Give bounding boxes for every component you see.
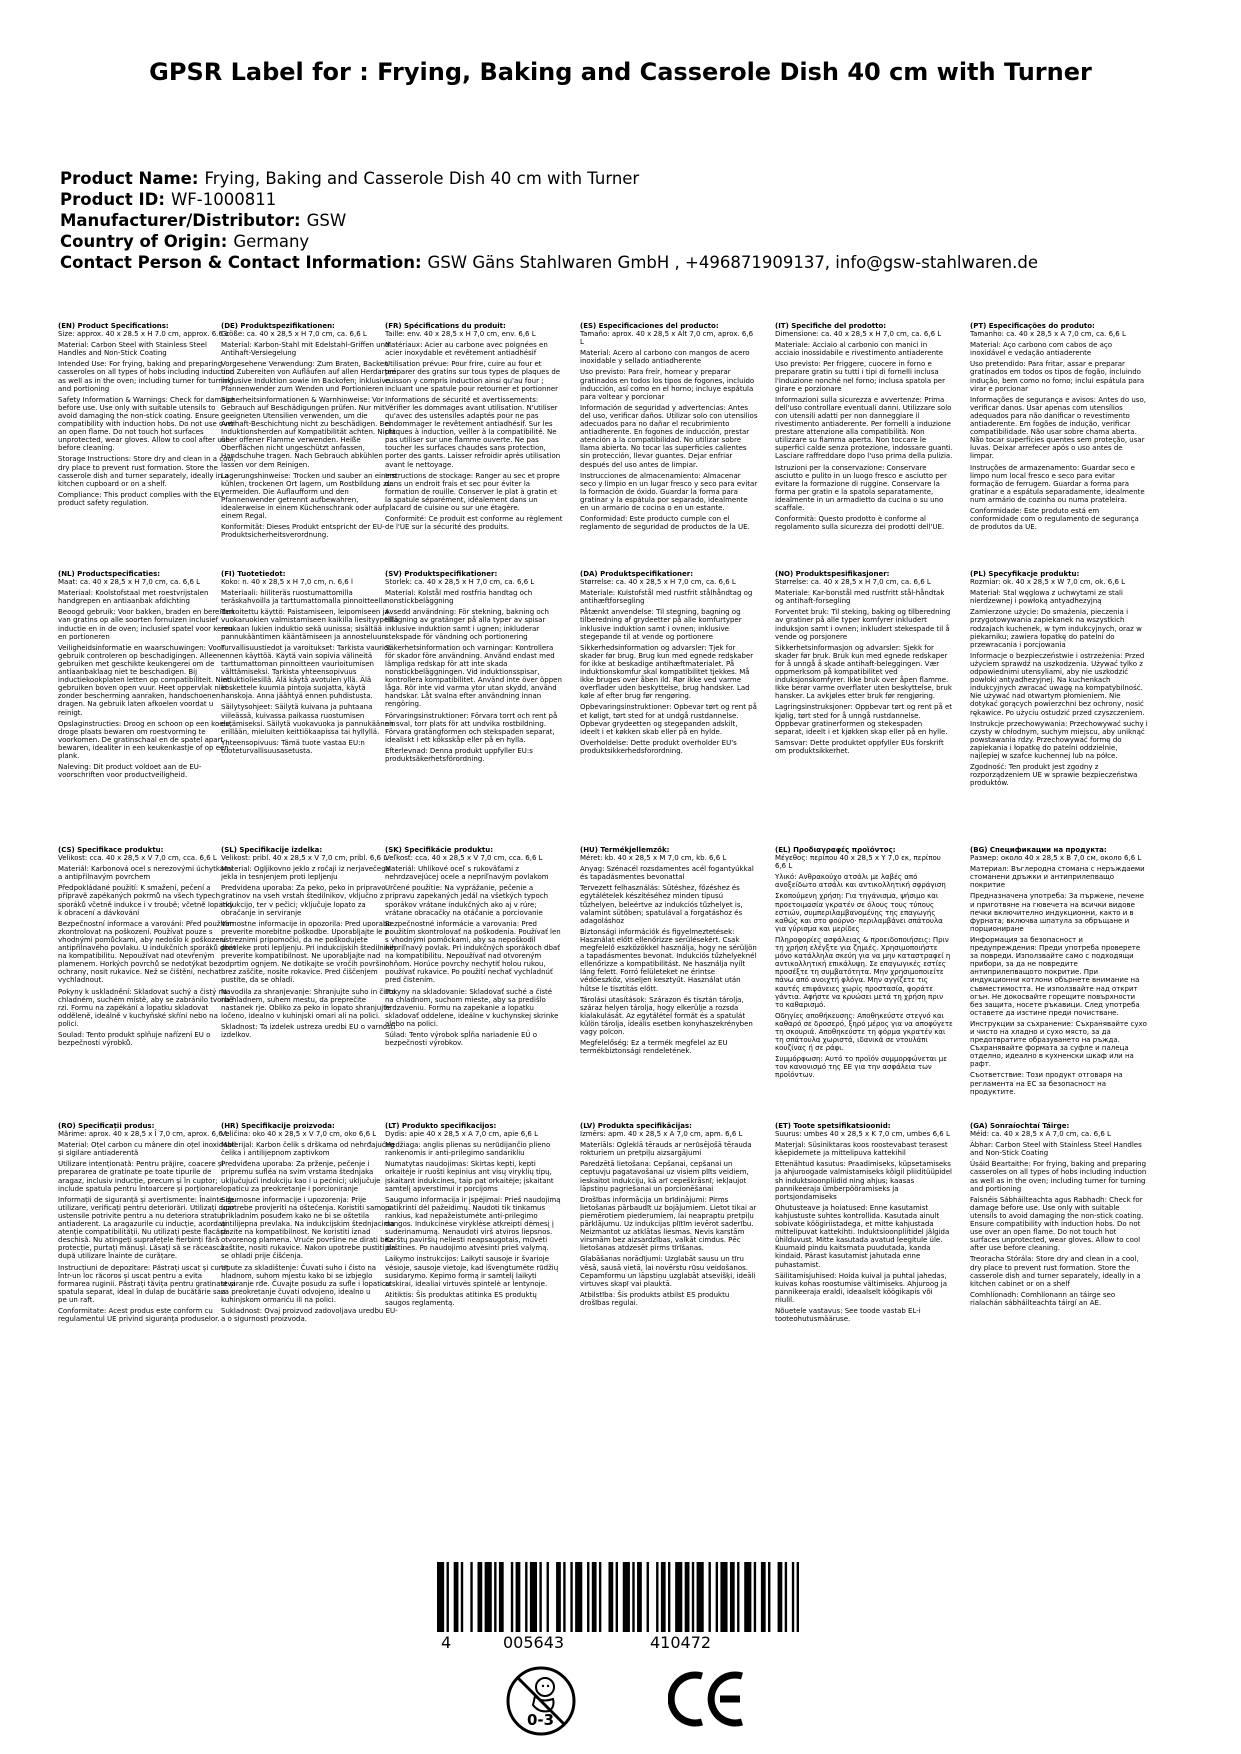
spec-block-line: Συμμόρφωση: Αυτό το προϊόν συμμορφώνεται με τον κανονισμό της ΕΕ για την ασφάλεια των προϊόντων. [775,1055,948,1080]
spec-block-line: Storlek: ca. 40 x 28,5 x H 7,0 cm, ca. 6,6 L [385,578,535,587]
barcode-digits-right: 410472 [650,1633,712,1652]
spec-block-line: Υλικό: Ανθρακούχο ατσάλι με λαβές από ανοξείδωτο ατσάλι και αντικολλητική σφράγιση [775,873,946,890]
spec-block-line: Pokyny na skladovanie: Skladovať suché a čisté na chladnom, suchom mieste, aby sa predišlo hrdzaveniu. Formu na zapekanie a lopatku skladovať oddelene, ideálne v kuchynskej skrinke alebo na polici. [385,987,559,1028]
spec-block-line: Materijal: Karbon čelik s drškama od nehrđajućeg čelika i antilijepnom zaptivkom [221,1141,395,1158]
spec-block-line: Veiligheidsinformatie en waarschuwingen: Voor gebruik controleren op beschadigingen. Alleen gebruiken met geschikte keukengerei om de antiaanbaklaag niet te beschadigen. Bij inductiekookplaten letten op compatibiliteit. Niet gebruiken boven open vuur. Heet oppervlak niet zonder bescherming aanraken, handschoenen dragen. Na gebruik laten afkoelen voordat u reinigt. [58,643,230,717]
spec-block-line: Safety Information & Warnings: Check for damage before use. Use only with suitable utensils to avoid damaging the non-stick coating. Ensure compatibility with induction hobs. Do not use over an open flame. Do not touch hot surfaces unprotected, wear gloves. Allow to cool after use before cleaning. [58,395,235,453]
svg-text:0-3: 0-3 [527,1711,555,1729]
spec-block [385,322,563,534]
spec-block-line: Uso pretendido: Para fritar, assar e preparar gratinados em todos os tipos de fogão, incluindo indução, bem como no forno; inclui espátula para virar e porcionar [970,360,1145,393]
spec-block-line: Varnostne informacije in opozorila: Pred uporabo preverite morebitne poškodbe. Uporabljajte le z ustreznimi pripomočki, da ne poškodujete prevleke proti lepljenju. Pri indukcijskih štedilnikih preverite kompatibilnost. Ne uporabljajte nad odprtim ognjem. Ne dotikajte se vročih površin brez zaščite, nosite rokavice. Pred čiščenjem pustite, da se ohladi. [221,919,397,985]
spec-block-line: Bezpečnostní informace a varování: Před použitím zkontrolovat na poškození. Používat pouze s vhodnými pomůckami, aby nedošlo k poškození antipřilnavého povlaku. U indukčních sporáků dbát na kompatibilitu. Nepoužívat nad otevřeným plamenem. Horkých povrchů se nedotýkat bez ochrany, nosit rukavice. Než se čištění, nechat vychladnout. [58,919,236,985]
barcode-bar [797,1562,799,1632]
ce-mark-icon [668,1668,748,1730]
barcode-bar [485,1562,492,1632]
spec-block-line: Πληροφορίες ασφάλειας & προειδοποιήσεις: Πριν τη χρήση ελέγξτε για ζημιές. Χρησιμοποιήστε μόνο κατάλληλα σκεύη για να μην καταστραφεί η αντικολλητική επικάλυψη. Σε επαγωγικές εστίες προσέξτε τη συμβατότητα. Μην χρησιμοποιείτε πάνω από ανοιχτή φλόγα. Μην αγγίζετε τις καυτές επιφάνειες χωρίς προστασία, φοράτε γάντια. Αφήστε να κρυώσει μετά τη χρήση πριν το καθαρισμό. [775,935,951,1009]
spec-block-line: Medžiaga: anglis plienas su nerūdijančio plieno rankenomis ir anti-prilegimo sandarikliu [385,1141,551,1158]
spec-block-line: Veličina: oko 40 x 28,5 x V 7,0 cm, oko 6,6 L [221,1130,377,1139]
spec-block [775,1122,953,1326]
spec-block-line: Overholdelse: Dette produkt overholder EU's produktsikkerhedsforordning. [580,738,737,755]
spec-block-line: Izmērs: apm. 40 x 28,5 x A 7,0 cm, apm. 6,6 L [580,1130,743,1139]
barcode-bar [530,1562,537,1632]
barcode-bar [675,1562,682,1632]
barcode-bar [792,1562,794,1632]
spec-block-line: Maat: ca. 40 x 28,5 x H 7,0 cm, ca. 6,6 L [58,578,201,587]
barcode-bar [570,1562,572,1632]
spec-block-line: Materiál: Karbonová ocel s nerezovými úchytkami a antipřilnavým povrchem [58,865,233,882]
spec-block-line: Σκοπούμενη χρήση: Για τηγάνισμα, ψήσιμο και προετοιμασία γκρατέν σε όλους τους τύπους εστιών, συμπεριλαμβανομένης της επαγωγής καθώς και στο φούρνο· περιλαμβάνει σπάτουλα για γύρισμα και μερίδες [775,892,943,933]
spec-block-line: Ettenähtud kasutus: Praadimiseks, küpsetamiseks ja ahjuroogade valmistamiseks kõigil pliiditüüpidel sh induktsioonpliidid ning ahjus; kaasas pannikeeraja ümberpööramiseks ja portsjondamiseks [775,1160,952,1201]
info-row-country: Country of Origin: Germany [60,232,310,251]
barcode-bar [623,1562,630,1632]
spec-block-line: Opslaginstructies: Droog en schoon op een koele, droge plaats bewaren om roestvorming te voorkomen. De gratinschaal en de spatel apart bewaren, idealiter in een keukenkastje of op een plank. [58,719,233,760]
barcode-bar [785,1562,787,1632]
spec-block-line: Laikymo instrukcijos: Laikyti sausoje ir švarioje vėsioje, sausoje vietoje, kad išvengtumėte rūdžių susidarymo. Kepimo formą ir samtelį laikyti atskirai, idealiai virtuvės spintelė ar lentynoje. [385,1255,559,1288]
spec-block-line: Ábhar: Carbon Steel with Stainless Steel Handles and Non-Stick Coating [970,1141,1142,1158]
spec-block [58,322,236,510]
spec-block [970,1122,1148,1310]
spec-block-heading: (ES) Especificaciones del producto: [580,322,719,330]
barcode-bar [685,1562,690,1632]
barcode [437,1562,799,1632]
spec-block-line: Konformität: Dieses Produkt entspricht der EU-Produktsicherheitsverordnung. [221,523,385,540]
spec-block-line: Οδηγίες αποθήκευσης: Αποθηκεύστε στεγνό και καθαρό σε δροσερό, ξηρό μέρος για να αποφύγετε τη σκουριά. Αποθηκεύστε τη φόρμα γκρατέν και τη σπάτουλα χωριστά, ιδανικά σε ντουλάπι κουζίνας ή σε ράφι. [775,1011,953,1053]
spec-block-heading: (LT) Produkto specifikacijos: [385,1122,497,1130]
spec-block-line: Glabāšanas norādījumi: Uzglabāt sausu un tīru vēsā, sausā vietā, lai novērstu rūsu veidošanos. Cepamformu un lāpstiņu uzglabāt atsevišķi, ideāli virtuves skapī vai plauktā. [580,1255,756,1288]
spec-block-line: Lagerungshinweise: Trocken und sauber an einem kühlen, trockenen Ort lagern, um Rostbildung zu vermeiden. Die Auflaufform und den Pfannenwender getrennt aufbewahren, idealerweise in einem Küchenschrank oder auf einem Regal. [221,471,397,521]
spec-block-heading: (EL) Προδιαγραφές προϊόντος: [775,846,896,854]
spec-block-line: Veľkosť: cca. 40 x 28,5 x V 7,0 cm, cca. 6,6 L [385,854,543,863]
spec-block-line: Materiale: Acciaio al carbonio con manici in acciaio inossidabile e rivestimento antiaderente [775,341,944,358]
spec-block-line: Faisnéis Sábháilteachta agus Rabhadh: Check for damage before use. Use only with suitable utensils to avoid damaging the non-stick coating. Ensure compatibility with induction hobs. Do not use over an open flame. Do not touch hot surfaces unprotected, wear gloves. Allow to cool after use before cleaning. [970,1195,1144,1253]
spec-block-line: Ohutusteave ja hoiatused: Enne kasutamist kahjustuste suhtes kontrollida. Kasutada ainult sobivate köögiriistadega, et mitte kahjustada mittelipuvat kattekihti. Induktsioonpliitidel jälgida ühilduvust. Mitte kasutada avatud leegitule üle. Kuumaid pindu kaitsmata puudutada, kanda kindaid. Pärast kasutamist jahutada enne puhastamist. [775,1203,950,1269]
spec-block-line: Dimensione: ca. 40 x 28,5 x H 7,0 cm, ca. 6,6 L [775,330,942,339]
barcode-bar [720,1562,727,1632]
spec-block-heading: (PL) Specyfikacje produktu: [970,570,1080,578]
spec-block-line: Материал: Въглеродна стомана с неръждаеми стоманени дръжки и антиприлепващо покритие [970,865,1145,890]
spec-block-heading: (CS) Specifikace produktu: [58,846,164,854]
product-info [60,168,1038,273]
spec-block-line: Koko: n. 40 x 28,5 x H 7,0 cm, n. 6,6 l [221,578,353,587]
info-row-manufacturer: Manufacturer/Distributor: GSW [60,211,347,230]
spec-block-line: Conformidade: Este produto está em conformidade com o regulamento de segurança de produtos da UE. [970,506,1139,532]
spec-block-heading: (SV) Produktspecifikationer: [385,570,498,578]
spec-block [385,1122,563,1310]
barcode-digits-left: 005643 [503,1633,565,1652]
spec-block-line: Turvallisuustiedot ja varoitukset: Tarkista vauriot ennen käyttöä. Käytä vain sopivia välineitä tarttumattoman pinnoitteen vaurioitumisen välttämiseksi. Tarkista yhteensopivuus induktioliesillä. Älä käytä avotulen yllä. Älä koskettele kuumia pintoja suojatta, käytä hanskoja. Anna jäähtyä ennen puhdistusta. [221,643,391,701]
spec-block-line: Instructions de stockage: Ranger au sec et propre dans un endroit frais et sec pour éviter la formation de rouille. Conserver le plat à gratin et la spatule séparément, idéalement dans un placard de cuisine ou sur une étagère. [385,471,560,512]
spec-block-line: Sikkerhedsinformation og advarsler: Tjek for skader før brug. Brug kun med egnede redskaber for ikke at beskadige antihæftmaterialet. På induktionskomfur skal kompatibilitet tjekkes. Må ikke bruges over åben ild. Rør ikke ved varme overflader uden beskyttelse, brug handsker. Lad køle af efter brug før rengøring. [580,643,754,701]
spec-block-line: Samsvar: Dette produktet oppfyller EUs forskrift om produktsikkerhet. [775,738,944,755]
spec-block-line: Úsáid Beartaithe: For frying, baking and preparing casseroles on all types of hobs including induction as well as in the oven; including turner for turning and portioning [970,1160,1147,1193]
spec-block-line: Numatytas naudojimas: Skirtas kepti, kepti orkaitėje ir ruošti kepinius ant visų viryklių tipų, įskaitant indukcines, taip pat orkaitėje; įskaitant samtelį apverstimui ir porcijoms [385,1160,554,1193]
barcode-bar [461,1562,463,1632]
spec-block-line: Istruzioni per la conservazione: Conservare asciutto e pulito in un luogo fresco e asciutto per evitare la formazione di ruggine. Conservare la forma per gratin e la spatola separatamente, idealmente in un armadietto da cucina o su uno scaffale. [775,463,947,512]
barcode-bar [692,1562,694,1632]
barcode-bar [709,1562,711,1632]
age-warning-0-3-icon [505,1665,577,1737]
spec-block [970,322,1148,534]
spec-block-line: Informazioni sulla sicurezza e avvertenze: Prima dell'uso controllare eventuali danni. Utilizzare solo con utensili adatti per non danneggiare il rivestimento antiaderente. Per fornelli a induzione prestare attenzione alla compatibilità. Non utilizzare su fiamma aperta. Non toccare le superfici calde senza protezione, indossare guanti. Lasciare raffreddare dopo l'uso prima della pulizia. [775,395,953,461]
spec-block-line: Säilytysohjeet: Säilytä kuivana ja puhtaana viileässä, kuivassa paikassa ruostumisen estämiseksi. Säilytä vuokavuoka ja pannukäännin erillään, mieluiten keittiökaapissa tai hyllyllä. [221,703,396,736]
spec-block-line: Tervezett felhasználás: Sütéshez, főzéshez és egytálételek készítéséhez minden típusú tűzhelyen, beleértve az indukciós tűzhelyet is, valamint sütőben; spatulával a forgatáshoz és adagoláshoz [580,884,743,925]
spec-block-line: Material: Karbon-Stahl mit Edelstahl-Griffen und Antihaft-Versiegelung [221,341,390,358]
spec-block-line: Méid: ca. 40 x 28,5 x A 7,0 cm, ca. 6,6 L [970,1130,1111,1139]
spec-block-line: Forventet bruk: Til steking, baking og tilberedning av gratiner på alle typer komfyrer inkludert induksjon samt i ovnen; inkludert stekespade til å vende og porsjonere [775,608,951,641]
spec-block [580,570,758,758]
spec-block-line: Předpokládané použití: K smažení, pečení a přípravě zapékaných pokrmů na všech typech sporáků včetně indukce i v troubě; včetně lopatky k obracení a dávkování [58,884,234,917]
spec-block-line: Comhlíonadh: Comhlíonann an táirge seo rialachán sábháilteachta táirgí an AE. [970,1290,1116,1307]
barcode-bar [599,1562,601,1632]
spec-block-line: Materiale: Kulstofstål med rustfrit stålhåndtag og antihæftforsegling [580,589,753,606]
spec-block-line: Treoracha Stórála: Store dry and clean in a cool, dry place to prevent rust formation. Store the casserole dish and turner separately, ideally in a kitchen cabinet or on a shelf [970,1255,1141,1288]
spec-block-line: Instrucțiuni de depozitare: Păstrați uscat și curat într-un loc răcoros și uscat pentru a evita formarea ruginii. Păstrați tăvița pentru gratinate și spatula separat, ideal în dulap de bucătărie sau pe un raft. [58,1263,236,1304]
barcode-bar [437,1562,444,1632]
spec-block-heading: (BG) Спецификации на продукта: [970,846,1107,854]
spec-block-heading: (SK) Špecifikácie produktu: [385,846,494,854]
spec-block-line: Påtænkt anvendelse: Til stegning, bagning og tilberedning af grydeetter på alle komfurtyper inklusive induktion samt i ovnen; inklusive stegepande til at vende og portionere [580,608,742,641]
barcode-digit-prefix: 4 [441,1633,452,1652]
spec-block-line: Suurus: umbes 40 x 28,5 x K 7,0 cm, umbes 6,6 L [775,1130,950,1139]
barcode-bar [697,1562,704,1632]
spec-block [775,846,953,1083]
spec-block-heading: (DA) Produktspecifikationer: [580,570,694,578]
spec-block-heading: (HU) Termékjellemzők: [580,846,670,854]
barcode-bar [661,1562,666,1632]
spec-block-heading: (GA) Sonraíochtaí Táirge: [970,1122,1070,1130]
barcode-bar [744,1562,751,1632]
spec-block-line: Informații de siguranță și avertismente: Înainte de utilizare, verificați pentru deteriorări. Utilizați doar ustensile potrivite pentru a nu deteriora stratul antiaderent. La aragazurile cu inducție, acordați atenție compatibilității. Nu utilizați peste flacără deschisă. Nu atingeți suprafețele fierbinți fără protecție, purtați mănuși. Lăsați să se răcească după utilizare înainte de curățare. [58,1195,235,1261]
spec-block-line: Μέγεθος: περίπου 40 x 28,5 x Υ 7,0 εκ, περίπου 6,6 L [775,854,941,871]
spec-block-heading: (PT) Especificações do produto: [970,322,1095,330]
spec-block [580,322,758,534]
page-title: GPSR Label for : Frying, Baking and Casserole Dish 40 cm with Turner [149,58,1092,86]
spec-block-heading: (RO) Specificații produs: [58,1122,155,1130]
spec-block-line: Saugumo informacija ir įspėjimai: Prieš naudojimą patikrinti dėl pažeidimų. Naudoti tik tinkamus rankius, kad nepažeistumėte anti-prilegimo dangos. Indukcinėse viryklėse atkreipti dėmesį į suderinamumą. Nenaudoti virš atviros liepsnos. Karštų paviršių neliesti neapsaugotais, mūvėti pirštines. Po naudojimo atvėsinti prieš valymą. [385,1195,561,1253]
spec-block-line: Informações de segurança e avisos: Antes do uso, verificar danos. Usar apenas com utensílios adequados para não danificar o revestimento antiaderente. Em fogões de indução, verificar compatibilidade. Não usar sobre chama aberta. Não tocar superfícies quentes sem proteção, usar luvas. Deixar arrefecer após o uso antes de limpar. [970,395,1146,461]
spec-block-line: Tamanho: ca. 40 x 28,5 x A 7,0 cm, ca. 6,6 L [970,330,1126,339]
barcode-bar [778,1562,783,1632]
spec-block-line: Sicherheitsinformationen & Warnhinweise: Vor Gebrauch auf Beschädigungen prüfen. Nur mit geeigneten Utensilien verwenden, um die Antihaft-Beschichtung nicht zu beschädigen. Bei Induktionsherden auf Kompatibilität achten. Nicht über offener Flamme verwenden. Heiße Oberflächen nicht ungeschützt anfassen, Handschuhe tragen. Nach Gebrauch abkühlen lassen vor dem Reinigen. [221,395,396,469]
spec-block-line: Velikost: pribl. 40 x 28,5 x V 7,0 cm, pribl. 6,6 L [221,854,388,863]
info-row-product-id: Product ID: WF-1000811 [60,190,277,209]
spec-block-line: Navodila za shranjevanje: Shranjujte suho in čisto na hladnem, suhem mestu, da preprečite nastanek rje. Obliko za peko in lopato shranjujte ločeno, idealno v kuhinjski omari ali na polici. [221,987,396,1020]
spec-block-line: Anyag: Szénacél rozsdamentes acél fogantyúkkal és tapadásmentes bevonattal [580,865,754,882]
spec-block-line: Atitiktis: Šis produktas atitinka ES produktų saugos reglamentą. [385,1290,537,1307]
barcode-bar [637,1562,642,1632]
spec-block-line: Sigurnosne informacije i upozorenja: Prije upotrebe provjeriti na oštećenja. Koristiti samo s prikladnim posuđem kako ne bi se oštetila antilijepna prevlaka. Na indukcijskim štednjacima pazite na kompatibilnost. Ne koristiti iznad otvorenog plamena. Vruće površine ne dirati bez zaštite, nositi rukavice. Nakon upotrebe pustiti da se ohladi prije čišćenja. [221,1195,396,1261]
spec-block-line: Размер: около 40 x 28,5 x В 7,0 см, около 6,6 L [970,854,1142,863]
barcode-bar [632,1562,634,1632]
spec-block-heading: (LV) Produkta specifikācijas: [580,1122,692,1130]
barcode-bar [754,1562,756,1632]
spec-block-line: Lagringsinstruksjoner: Oppbevar tørt og rent på et kjølig, tørt sted for å unngå rustdannelse. Oppbevar gratinerformen og stekespaden separat, ideelt i et kjøkken skap eller på en hylle. [775,703,953,736]
spec-block [221,1122,399,1326]
spec-block-heading: (NL) Productspecificaties: [58,570,161,578]
spec-block-line: Materiał: Stal węglowa z uchwytami ze stali nierdzewnej i powłoką antyadhezyjną [970,589,1123,606]
spec-block [58,846,236,1050]
spec-block-line: Størrelse: ca. 40 x 28,5 x H 7,0 cm, ca. 6,6 L [580,578,736,587]
spec-block-line: Soulad: Tento produkt splňuje nařízení EU o bezpečnosti výrobků. [58,1030,211,1048]
spec-block-line: Určené použitie: Na vyprážanie, pečenie a prípravu zapekaných jedál na všetkých typoch sporákov vrátane indukčných ako aj v rúre; vrátane obracačky na otáčanie a porciovanie [385,884,549,917]
spec-block-line: Material: Carbon Steel with Stainless Steel Handles and Non-Stick Coating [58,341,207,358]
spec-block-line: Tamaño: aprox. 40 x 28,5 x Alt 7,0 cm, aprox. 6,6 L [580,330,754,347]
spec-block-heading: (EN) Product Specifications: [58,322,169,330]
spec-block-line: Съответствие: Този продукт отговаря на регламента на ЕС за безопасност на продуктите. [970,1071,1123,1096]
barcode-bar [575,1562,582,1632]
spec-block-line: Compliance: This product complies with the EU product safety regulation. [58,490,224,507]
barcode-bar [761,1562,766,1632]
spec-block-line: Instruções de armazenamento: Guardar seco e limpo num local fresco e seco para evitar formação de ferrugem. Guardar a forma para gratinar e a espátula separadamente, idealmente num armário de cozinha ou numa prateleira. [970,463,1145,504]
barcode-bar [454,1562,459,1632]
spec-block-line: Tarkoitettu käyttö: Paistamiseen, leipomiseen ja vuokaruokien valmistamiseen kaikilla liesityypeillä mukaan lukien induktio sekä uunissa; sisältää pannukääntimen kääntämiseen ja annosteluun [221,608,399,641]
spec-block-line: Material: Aço carbono com cabos de aço inoxidável e vedação antiaderente [970,341,1113,358]
spec-block-line: Nõuetele vastavus: See toode vastab EL-i tooteohutusmääruse. [775,1306,921,1324]
spec-block-line: Material: Ogljikovno jeklo z ročaji iz nerjavečega jekla in tesnjenjem proti lepljenju [221,865,390,882]
spec-block-line: Velikost: cca. 40 x 28,5 x V 7,0 cm, cca. 6,6 L [58,854,217,863]
spec-block-line: Upute za skladištenje: Čuvati suho i čisto na hladnom, suhom mjestu kako bi se izbjeglo stvaranje rđe. Čuvajte posudu za sufle i lopaticu za preokretanje čuvati odvojeno, idealno u kuhinjskom ormariću ili na polici. [221,1263,391,1304]
spec-block-line: Informacje o bezpieczeństwie i ostrzeżenia: Przed użyciem sprawdź na uszkodzenia. Używać tylko z odpowiednimi utensyliami, aby nie uszkodzić powłoki antyadhezyjnej. Na kuchenkach indukcyjnych zwracać uwagę na kompatybilność. Nie używać nad otwartym płomieniem. Nie dotykać gorących powierzchni bez ochrony, nosić rękawice. Po użyciu ostudzić przed czyszczeniem. [970,651,1145,717]
spec-block-line: Sikkerhetsinformasjon og advarsler: Sjekk for skader før bruk. Bruk kun med egnede redskaper for å unngå å skade antihaft-beleggingen. Vær oppmerksom på kompatibilitet ved induksjonskomfyrer. Ikke bruk over åpen flamme. Ikke berør varme overflater uten beskyttelse, bruk hansker. La avkjøles etter bruk før rengjøring. [775,643,952,701]
spec-block-line: Tárolási utasítások: Szárazon és tisztán tárolja, száraz helyen tárolja, hogy elkerülje a rozsda kialakulását. Az egytálétel formát és a spatulát külön tárolja, ideális esetben konyhaszekrényben vagy polcon. [580,995,753,1036]
spec-block [221,846,399,1042]
spec-block-line: Materiale: Kar-bonstål med rustfritt stål-håndtak og antihaft-forsegling [775,589,945,606]
barcode-bar [668,1562,670,1632]
spec-block-line: Mărime: aprox. 40 x 28,5 x Î 7,0 cm, aprox. 6,6 L [58,1130,229,1139]
spec-block-heading: (IT) Specifiche del prodotto: [775,322,887,330]
spec-block-line: Avsedd användning: För stekning, bakning och tillagning av gratänger på alla typer av spisar inklusive induktion samt i ugnen; inkluderar stekspade för vändning och portionering [385,608,549,641]
barcode-bar [511,1562,513,1632]
barcode-bar [547,1562,549,1632]
spec-block-line: Material: Acero al carbono con mangos de acero inoxidable y sellado antiadherente [580,349,750,366]
barcode-bar [768,1562,770,1632]
spec-block-line: Materiaal: Koolstofstaal met roestvrijstalen handgrepen en antiaanbak afdichting [58,589,209,606]
spec-block-line: Uso previsto: Per friggere, cuocere in forno e preparare gratin su tutti i tipi di fornelli inclusa l'induzione nonché nel forno; inclusa spatola per girare e porzionare [775,360,945,393]
spec-block-line: Predviđena uporaba: Za prženje, pečenje i pripremu sufléa na svim vrstama štednjaka uključujući indukciju kao i u pećnici; uključuje lopaticu za preokretanje i porcioniranje [221,1160,381,1193]
spec-block-heading: (HR) Specifikacije proizvoda: [221,1122,335,1130]
barcode-bar [716,1562,718,1632]
spec-block-line: Efterlevnad: Denna produkt uppfyller EU:s produktsäkerhetsförordning. [385,746,533,763]
spec-block-heading: (NO) Produktspesifikasjoner: [775,570,890,578]
spec-block-line: Información de seguridad y advertencias: Antes del uso, verificar daños. Utilizar solo con utensilios adecuados para no dañar el recubrimiento antiadherente. En fogones de inducción, prestar atención a la compatibilidad. No utilizar sobre llama abierta. No tocar las superficies calientes sin protección, llevar guantes. Dejar enfriar después del uso antes de limpiar. [580,403,758,469]
spec-block-line: Naleving: Dit product voldoet aan de EU-voorschriften voor productveiligheid. [58,763,202,780]
spec-block-line: Matériaux: Acier au carbone avec poignées en acier inoxydable et revêtement antiadhésif [385,341,548,358]
barcode-bar [470,1562,472,1632]
spec-block-line: Storage Instructions: Store dry and clean in a cool, dry place to prevent rust formation. Store the casserole dish and turner separately, ideally in a kitchen cupboard or on a shelf. [58,455,236,488]
barcode-bar [447,1562,449,1632]
spec-block-line: Sukladnost: Ovaj proizvod zadovoljava uredbu EU-a o sigurnosti proizvoda. [221,1306,398,1324]
spec-block-heading: (SL) Specifikacije izdelka: [221,846,323,854]
spec-block-line: Opbevaringsinstruktioner: Opbevar tørt og rent på et køligt, tørt sted for at undgå rustdannelse. Opbevar grydeetten og stegepanden adskilt, ideelt i et køkken skab eller på en hylde. [580,703,757,736]
spec-block-line: Taille: env. 40 x 28,5 x H 7,0 cm, env. 6,6 L [385,330,536,339]
barcode-bar [656,1562,658,1632]
spec-block-line: Instrucciones de almacenamiento: Almacenar seco y limpio en un lugar fresco y seco para evitar la formación de óxido. Guardar la forma para gratinar y la espátula por separado, idealmente en un armario de cocina o en un estante. [580,471,758,512]
spec-block-line: Größe: ca. 40 x 28,5 x H 7,0 cm, ca. 6,6 L [221,330,367,339]
spec-block-line: Conformidad: Este producto cumple con el reglamento de seguridad de productos de la UE. [580,515,750,532]
spec-block [385,570,563,766]
spec-block-line: Predvidena uporaba: Za peko, peko in pripravo gratinov na vseh vrstah štedilnikov, vključno z indukcijo, ter v pečici; vključuje lopato za obračanje in serviranje [221,884,386,917]
barcode-bar [556,1562,561,1632]
spec-block-line: Intended Use: For frying, baking and preparing casseroles on all types of hobs including induction as well as in the oven; including turner for turning and portioning [58,360,235,393]
spec-block-line: Megfelelőség: Ez a termék megfelel az EU termékbiztonsági rendeletének. [580,1039,728,1056]
spec-block-line: Zamierzone użycie: Do smażenia, pieczenia i przygotowywania zapiekanek na wszystkich rodzajach kuchenek, w tym indukcyjnych, oraz w piekarniku; zawiera łopatkę do patelni do przewracania i porcjowania [970,608,1142,649]
barcode-bar [587,1562,589,1632]
spec-block-line: Vorgesehene Verwendung: Zum Braten, Backen und Zubereiten von Aufläufen auf allen Herdarten inklusive Induktion sowie im Backofen; inklusive Pfannenwender zum Wenden und Portionieren [221,360,397,393]
spec-block-heading: (FR) Spécifications du produit: [385,322,506,330]
spec-block-line: Yhteensopivuus: Tämä tuote vastaa EU:n tuoteturvallisuusasetusta. [221,738,365,755]
spec-block-line: Dydis: apie 40 x 28,5 x A 7,0 cm, apie 6,6 L [385,1130,538,1139]
spec-block-line: Conformité: Ce produit est conforme au règlement de l'UE sur la sécurité des produits. [385,515,563,532]
barcode-bar [477,1562,482,1632]
spec-block-line: Size: approx. 40 x 28.5 x H 7.0 cm, approx. 6.6 L [58,330,229,339]
barcode-bar [616,1562,618,1632]
spec-block-line: Utilizare intenționată: Pentru prăjire, coacere și prepararea de gratinate pe toate tipurile de aragaz, inclusiv inducție, precum și în cuptor; include spatula pentru întoarcere și porționare [58,1160,224,1193]
barcode-bar [494,1562,496,1632]
info-row-product-name: Product Name: Frying, Baking and Casserole Dish 40 cm with Turner [60,169,640,188]
barcode-bar [499,1562,504,1632]
spec-block-line: Atbilstība: Šis produkts atbilst ES produktu drošības regulai. [580,1290,730,1307]
spec-block-line: Conformitate: Acest produs este conform cu regulamentul UE privind siguranța produselor. [58,1306,220,1324]
spec-block-line: Méret: kb. 40 x 28,5 x M 7,0 cm, kb. 6,6 L [580,854,727,863]
barcode-bar [563,1562,565,1632]
spec-block [58,1122,236,1326]
spec-block-line: Materiāls: Ogleklā tērauds ar nerūsējošā tērauda rokturiem un pretpiļu aizsargājumi [580,1141,752,1158]
spec-block [970,846,1148,1099]
spec-block-line: Material: Kolstål med rostfria handtag och nonstickbeläggning [385,589,533,606]
spec-block-line: Информация за безопасност и предупреждения: Преди употреба проверете за повреди. Използвайте само с подходящи прибори, за да не повредите антиприлепващото покритие. При индукционни котлони обърнете внимание на съвместимостта. Не използвайте над открит огън. Не докосвайте горещите повърхности без защита, носете ръкавици. След употреба оставете да изстине преди почистване. [970,935,1141,1017]
spec-block-line: Zgodność: Ten produkt jest zgodny z rozporządzeniem UE w sprawie bezpieczeństwa produktów. [970,763,1138,788]
barcode-bar [516,1562,521,1632]
spec-block [221,570,399,758]
spec-block [775,570,953,758]
spec-block-line: Súlad: Tento výrobok spĺňa nariadenie EÚ o bezpečnosti výrobkov. [385,1030,538,1048]
spec-block-line: Informations de sécurité et avertissements: Vérifier les dommages avant utilisation. N'utiliser qu'avec des ustensiles adaptés pour ne pas endommager le revêtement antiadhésif. Sur les plaques à induction, veiller à la compatibilité. Ne pas utiliser sur une flamme ouverte. Ne pas toucher les surfaces chaudes sans protection, porter des gants. Laisser refroidir après utilisation avant le nettoyage. [385,395,561,469]
spec-block [970,570,1148,790]
spec-block-line: Paredzētā lietošana: Cepšanai, cepšanai un ceptuvju pagatavošanai uz visiem plīts veidiem, ieskaitot indukciju, kā arī cepeškrāsnī; iekļaujot lāpstiņu pagriešanai un porcionēšanai [580,1160,749,1193]
spec-block-line: Bezpečnostné informácie a varovania: Pred použitím skontrolovať na poškodenia. Používať len s vhodnými pomôckami, aby sa nepoškodil nepriľnavý povlak. Pri indukčných sporákoch dbať na kompatibilitu. Nepoužívať nad otvoreným ohňom. Horúce povrchy nechytiť holou rukou, používať rukavice. Po použití nechať vychladnúť pred čistením. [385,919,561,985]
spec-block-line: Pokyny k uskladnění: Skladovat suchý a čistý na chladném, suchém místě, aby se zabránilo tvorbě rzi. Formu na zapékání a lopatku skladovat odděleně, ideálně v kuchyňské skříni nebo na polici. [58,987,234,1028]
spec-block-line: Conformità: Questo prodotto è conforme al regolamento sulla sicurezza dei prodotti dell'UE. [775,515,945,532]
spec-block [580,1122,758,1310]
spec-block-line: Material: Oțel carbon cu mânere din oțel inoxidabil și sigilare antiaderentă [58,1141,236,1158]
spec-block-line: Instrukcje przechowywania: Przechowywać suchy i czysty w chłodnym, suchym miejscu, aby uniknąć powstawania rdzy. Przechowywać formę do zapiekania i łopatkę do patelni oddzielnie, najlepiej w szafce kuchennej lub na półce. [970,719,1148,760]
barcode-bar [647,1562,649,1632]
spec-block-heading: (FI) Tuotetiedot: [221,570,286,578]
spec-block [221,322,399,542]
spec-block-line: Инструкции за съхранение: Съхранявайте сухо и чисто на хладно и сухо място, за да предотвратите образуването на ръжда. Съхранявайте формата за суфле и палеца отделно, идеално в кухненски шкаф или на рафт. [970,1019,1147,1069]
spec-block [580,846,758,1058]
spec-block-heading: (DE) Produktspezifikationen: [221,322,335,330]
spec-block [58,570,236,782]
barcode-bar [737,1562,739,1632]
spec-block-line: Beoogd gebruik: Voor bakken, braden en bereiden van gratins op alle soorten fornuizen inclusief inductie en in de oven; inclusief spatel voor keren en portioneren [58,608,235,641]
spec-block-line: Materjal: Süsiniktaras koos roostevabast terasest käepidemete ja mittelipuva kattekihil [775,1141,948,1158]
spec-block-line: Säilitamisjuhised: Hoida kuival ja puhtal jahedas, kuivas kohas roostumise vältimiseks. Ahjuroog ja pannikeeraja eraldi, ideaalselt köögikapis või riiulil. [775,1271,948,1304]
spec-block-line: Materiál: Uhlíkové oceľ s rukoväťami z nehrdzavejúcej ocele a nepriľnavým povlakom [385,865,549,882]
barcode-bar [608,1562,613,1632]
spec-block-line: Säkerhetsinformation och varningar: Kontrollera för skador före användning. Använd endast med lämpliga redskap för att inte skada nonstickbeläggningen. Vid induktionsspisar, kontrollera kompatibilitet. Använd inte över öppen låga. Rör inte vid varma ytor utan skydd, använd handskar. Låt svalna efter användning innan rengöring. [385,643,562,709]
barcode-bar [539,1562,541,1632]
spec-block-line: Rozmiar: ok. 40 x 28,5 x W 7,0 cm, ok. 6,6 L [970,578,1126,587]
spec-block-heading: (ET) Toote spetsifikatsioonid: [775,1122,891,1130]
spec-block [385,846,563,1050]
info-row-contact: Contact Person & Contact Information: GSW Gäns Stahlwaren GmbH , +496871909137, info@gsw-stahlwaren.de [60,253,1038,272]
spec-block-line: Materiaali: hiiliteräs ruostumattomilla teräskahvoilla ja tarttumattomalla pinnoitteella [221,589,387,606]
barcode-bar [730,1562,735,1632]
spec-block-line: Skladnost: Ta izdelek ustreza uredbi EU o varnosti izdelkov. [221,1022,396,1039]
spec-block-line: Предназначена употреба: За пържене, печене и приготвяне на гювечета на всички видове печки включително индукционни, както и в фурната; включва шпатула за обръщане и порциониране [970,892,1144,933]
spec-block-line: Utilisation prévue: Pour frire, cuire au four et préparer des gratins sur tous types de plaques de cuisson y compris induction ainsi qu'au four ; incluant une spatule pour retourner et portionner [385,360,561,393]
barcode-bar [592,1562,597,1632]
spec-block-line: Förvaringsinstruktioner: Förvara torrt och rent på en sval, torr plats för att undvika rostbildning. Förvara gratängformen och stekspaden separat, idealiskt i ett köksskåp eller på en hylla. [385,711,558,744]
spec-block-line: Uso previsto: Para freír, hornear y preparar gratinados en todos los tipos de fogones, incluido inducción, así como en el horno; incluye espátula para voltear y porcionar [580,368,755,401]
barcode-bar [525,1562,527,1632]
spec-block-line: Drošības informācija un brīdinājumi: Pirms lietošanas pārbaudīt uz bojājumiem. Lietot tikai ar piemērotiem piederumiem, lai neapraptu pretpiļu pārklājumu. Uz indukcijas plītīm ievērot saderību. Neizmantot uz atklātas liesmas. Nevis karstām virsmām bez aizsardzības, valkāt cimdus. Pēc lietošanas atdzesēt pirms tīrīšanas. [580,1195,757,1253]
spec-block [775,322,953,534]
spec-block-line: Størrelse: ca. 40 x 28,5 x H 7,0 cm, ca. 6,6 L [775,578,931,587]
spec-block-line: Biztonsági információk és figyelmeztetések: Használat előtt ellenőrizze sérülésekért. Csak megfelelő eszközökkel használja, hogy ne sérüljön a tapadásmentes bevonat. Indukciós tűzhelyeknél ellenőrizze a kompatibilitást. Ne használja nyílt láng felett. Forró felületeket ne érintse védőeszköz, viseljen kesztyűt. Használat után hűtse le tisztítás előtt. [580,927,757,993]
